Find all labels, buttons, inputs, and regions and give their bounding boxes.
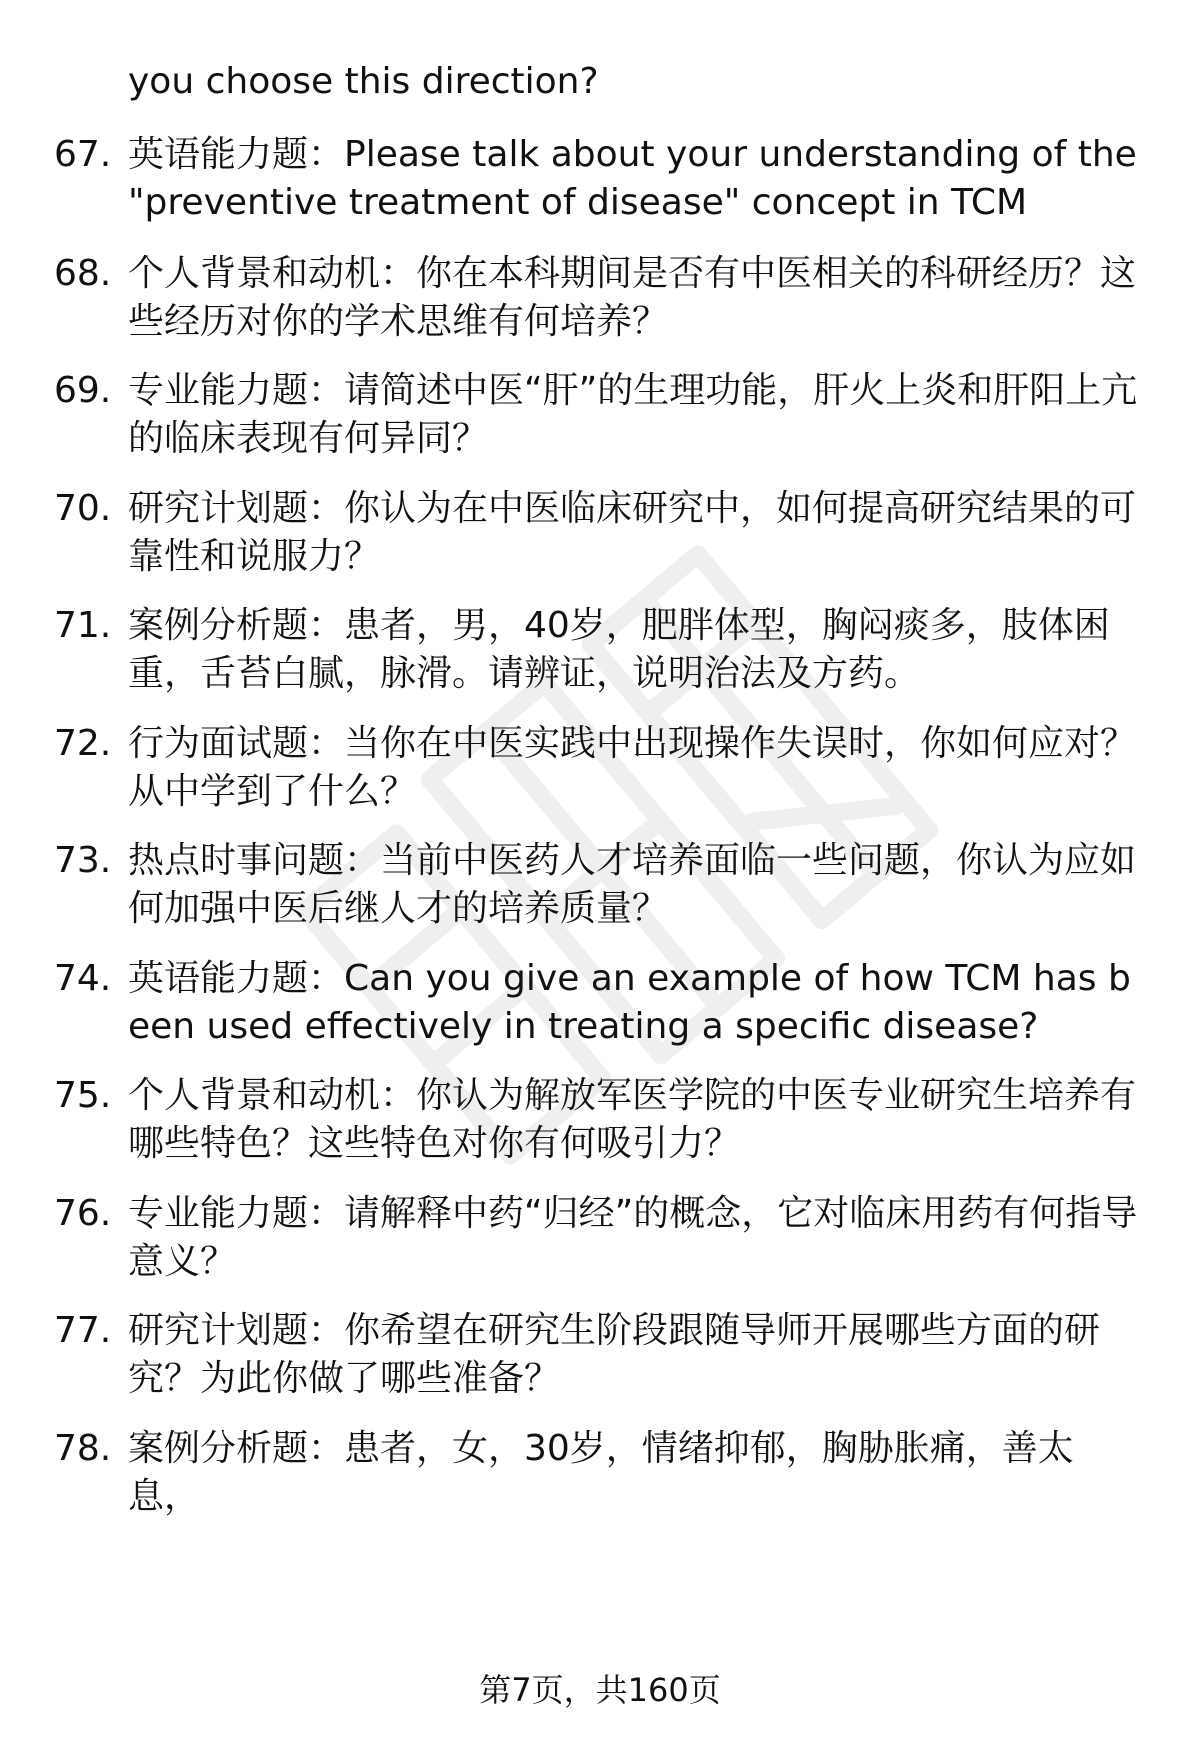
question-number: 67. xyxy=(54,134,112,175)
question-number: 69. xyxy=(54,370,112,411)
question-text: 专业能力题：请解释中药“归经”的概念，它对临床用药有何指导意义？ xyxy=(128,1193,1138,1282)
question-text: 行为面试题：当你在中医实践中出现操作失误时，你如何应对？从中学到了什么？ xyxy=(128,723,1137,812)
question-text: 英语能力题：Please talk about your understanding of the "preventive treatment of disease" concept in TCM xyxy=(128,134,1137,223)
question-text: 研究计划题：你希望在研究生阶段跟随导师开展哪些方面的研究？为此你做了哪些准备？ xyxy=(128,1310,1101,1399)
question-text: 热点时事问题：当前中医药人才培养面临一些问题，你认为应如何加强中医后继人才的培养质量？ xyxy=(128,840,1137,929)
question-number: 77. xyxy=(54,1310,112,1351)
question-text: 个人背景和动机：你认为解放军医学院的中医专业研究生培养有哪些特色？这些特色对你有何吸引力？ xyxy=(128,1075,1137,1164)
question-number: 71. xyxy=(54,605,112,646)
question-text: 案例分析题：患者，男，40岁，肥胖体型，胸闷痰多，肢体困重，舌苔白腻，脉滑。请辨证，说明治法及方药。 xyxy=(128,605,1110,694)
page-footer: 第7页，共160页 xyxy=(479,1671,721,1709)
question-number: 73. xyxy=(54,840,112,881)
question-text: 案例分析题：患者，女，30岁，情绪抑郁，胸胁胀痛，善太息， xyxy=(128,1428,1074,1517)
continuation-text: you choose this direction? xyxy=(128,61,599,102)
question-text: 英语能力题：Can you give an example of how TCM has been used effectively in treating a specific disease? xyxy=(128,958,1131,1047)
question-number: 68. xyxy=(54,253,112,294)
question-number: 72. xyxy=(54,723,112,764)
question-text: 专业能力题：请简述中医“肝”的生理功能，肝火上炎和肝阳上亢的临床表现有何异同？ xyxy=(128,370,1138,459)
question-number: 75. xyxy=(54,1075,112,1116)
question-number: 74. xyxy=(54,958,112,999)
question-text: 个人背景和动机：你在本科期间是否有中医相关的科研经历？这些经历对你的学术思维有何培养？ xyxy=(128,253,1137,342)
question-number: 76. xyxy=(54,1193,112,1234)
question-number: 70. xyxy=(54,488,112,529)
question-number: 78. xyxy=(54,1428,112,1469)
question-text: 研究计划题：你认为在中医临床研究中，如何提高研究结果的可靠性和说服力？ xyxy=(128,488,1137,577)
